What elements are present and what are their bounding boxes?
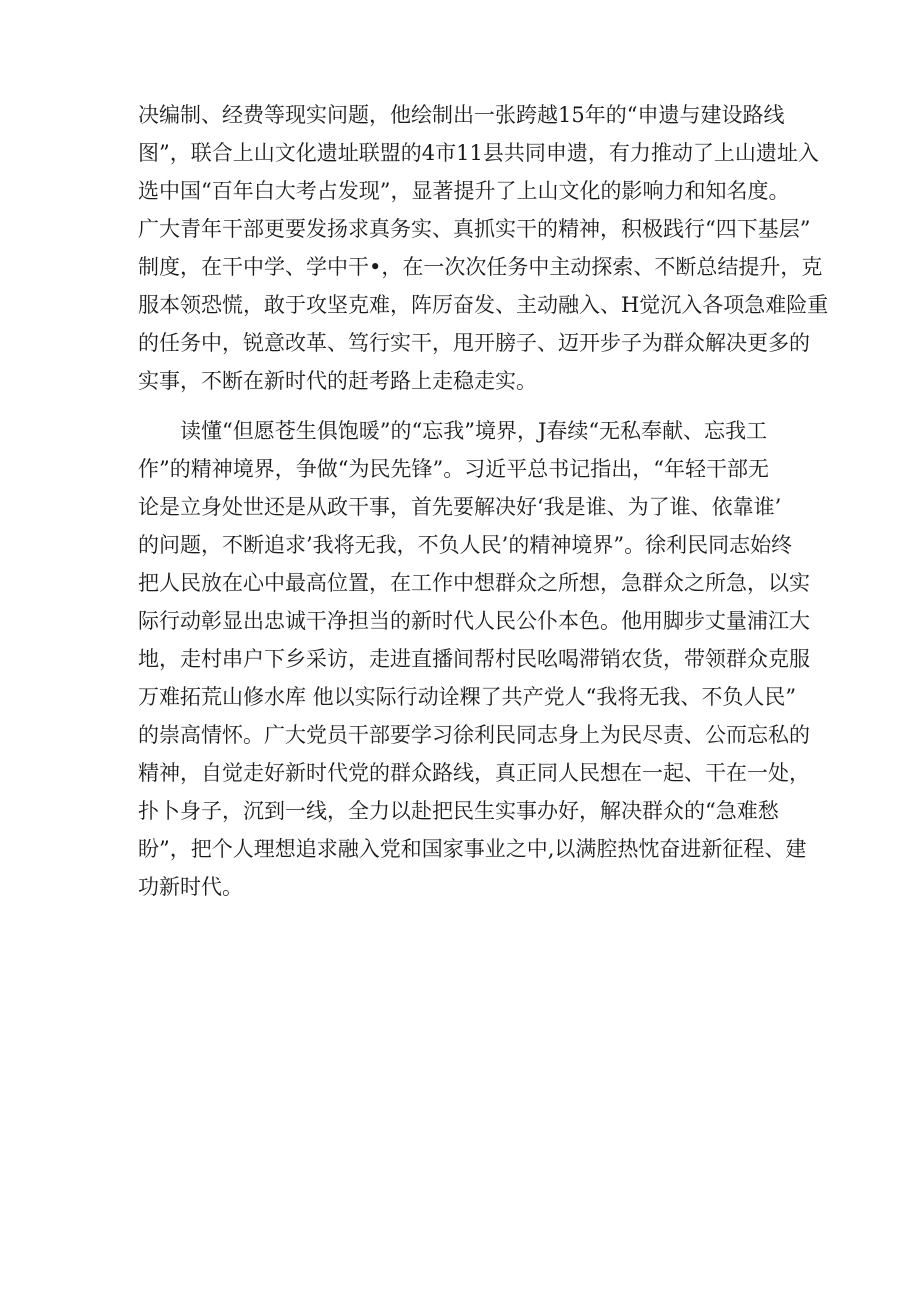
paragraph-gap [138,400,798,412]
text-line: 作”的精神境界，争做“为民先锋”。习近平总书记指出，“年轻干部无 [138,457,769,481]
text-line: 广大青年干部更要发扬求真务实、真抓实干的精神，积极践行“四下基层” [138,217,811,241]
text-line: 图”，联合上山文化遗址联盟的4市11县共同申遗，有力推动了上山遗址入 [138,141,819,165]
text-line: 万难拓荒山修水库 他以实际行动诠粿了共产党人“我将无我、不负人民” [138,685,797,709]
text-line: 制度，在干中学、学中干•，在一次次任务中主动探索、不断总结提升，克 [138,255,823,279]
text-line: 的崇高情怀。广大党员干部要学习徐利民同志身上为民尽责、公而忘私的 [138,723,810,747]
text-line: 选中国“百年白大考占发现”，显著提升了上山文化的影响力和知名度。 [138,179,790,203]
text-line: 精神，自觉走好新时代党的群众路线，真正同人民想在一起、干在一处， [138,761,810,785]
text-line: 读懂“但愿苍生俱饱暖”的“忘我”境界，J春续“无私奉献、忘我工 [138,419,768,443]
text-line: 的任务中，锐意改革、笃行实干，甩开膀子、迈开步子为群众解决更多的 [138,331,810,355]
paragraph-2 [138,412,810,906]
text-line: 服本领恐慌，敢于攻坚克难，阵厉奋发、主动融入、H觉沉入各项急难险重 [138,293,829,317]
text-line: 的问题，不断追求’我将无我，不负人民’的精神境界”。徐利民同志始终 [138,533,793,557]
text-line: 际行动彰显出忠诚干净担当的新时代人民公仆本色。他用脚步丈量浦江大 [138,609,810,633]
text-line: 实事，不断在新时代的赶考路上走稳走实。 [138,369,537,393]
text-line: 决编制、经费等现实问题，他绘制出一张跨越15年的“申遗与建设路线 [138,103,785,127]
text-line: 功新时代。 [138,875,243,899]
body-text [138,96,829,906]
text-line: 扑卜身子，沉到一线，全力以赴把民生实事办好，解决群众的“急难愁 [138,799,779,823]
paragraph-1 [138,96,829,400]
text-line: 把人民放在心中最高位置，在工作中想群众之所想，急群众之所急，以实 [138,571,810,595]
text-line: 地，走村串户下乡采访，走进直播间帮村民吆喝滞销农货，带领群众克服 [138,647,810,671]
text-line: 论是立身处世还是从政干事，首先要解决好‘我是谁、为了谁、依靠谁’ [138,495,782,519]
text-line: 盼”，把个人理想追求融入党和国家事业之中,以满腔热忱奋进新征程、建 [138,837,807,861]
